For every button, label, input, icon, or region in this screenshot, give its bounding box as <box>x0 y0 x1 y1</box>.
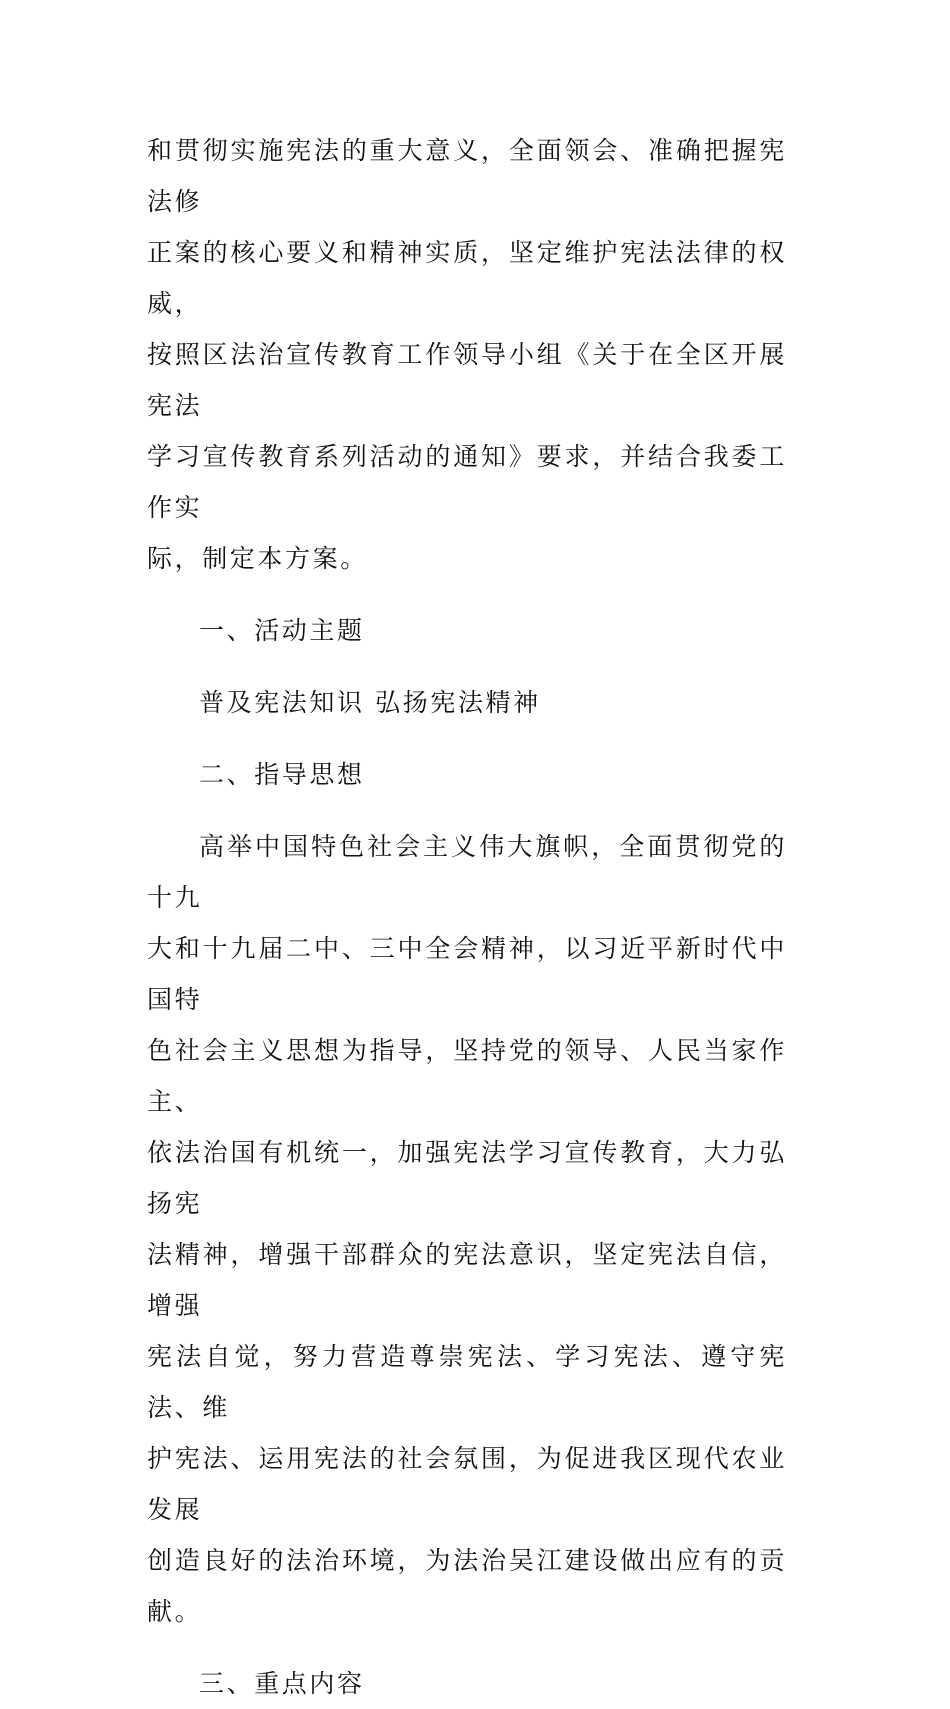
text-line: 创造良好的法治环境，为法治吴江建设做出应有的贡献。 <box>147 1546 787 1626</box>
text-line: 法精神，增强干部群众的宪法意识，坚定宪法自信，增强 <box>147 1240 787 1320</box>
guiding-ideology-paragraph <box>147 821 787 1637</box>
text-line: 依法治国有机统一，加强宪法学习宣传教育，大力弘扬宪 <box>147 1138 787 1218</box>
document-body <box>147 125 787 1709</box>
text-line: 学习宣传教育系列活动的通知》要求，并结合我委工作实 <box>147 442 787 522</box>
text-line: 大和十九届二中、三中全会精神，以习近平新时代中国特 <box>147 934 787 1014</box>
section-heading-key-content: 三、重点内容 <box>199 1669 365 1698</box>
text-line: 护宪法、运用宪法的社会氛围，为促进我区现代农业发展 <box>147 1444 787 1524</box>
text-line: 高举中国特色社会主义伟大旗帜，全面贯彻党的十九 <box>147 832 787 912</box>
section-heading-theme: 一、活动主题 <box>199 616 365 645</box>
section-heading-guiding-ideology: 二、指导思想 <box>199 760 365 789</box>
text-line: 际，制定本方案。 <box>147 544 368 573</box>
text-line: 和贯彻实施宪法的重大意义，全面领会、准确把握宪法修 <box>147 136 787 216</box>
text-line: 宪法自觉，努力营造尊崇宪法、学习宪法、遵守宪法、维 <box>147 1342 787 1422</box>
text-line: 按照区法治宣传教育工作领导小组《关于在全区开展宪法 <box>147 340 787 420</box>
text-line: 色社会主义思想为指导，坚持党的领导、人民当家作主、 <box>147 1036 787 1116</box>
text-line: 正案的核心要义和精神实质，坚定维护宪法法律的权威， <box>147 238 787 318</box>
intro-paragraph <box>147 125 787 584</box>
theme-text: 普及宪法知识 弘扬宪法精神 <box>199 688 541 717</box>
